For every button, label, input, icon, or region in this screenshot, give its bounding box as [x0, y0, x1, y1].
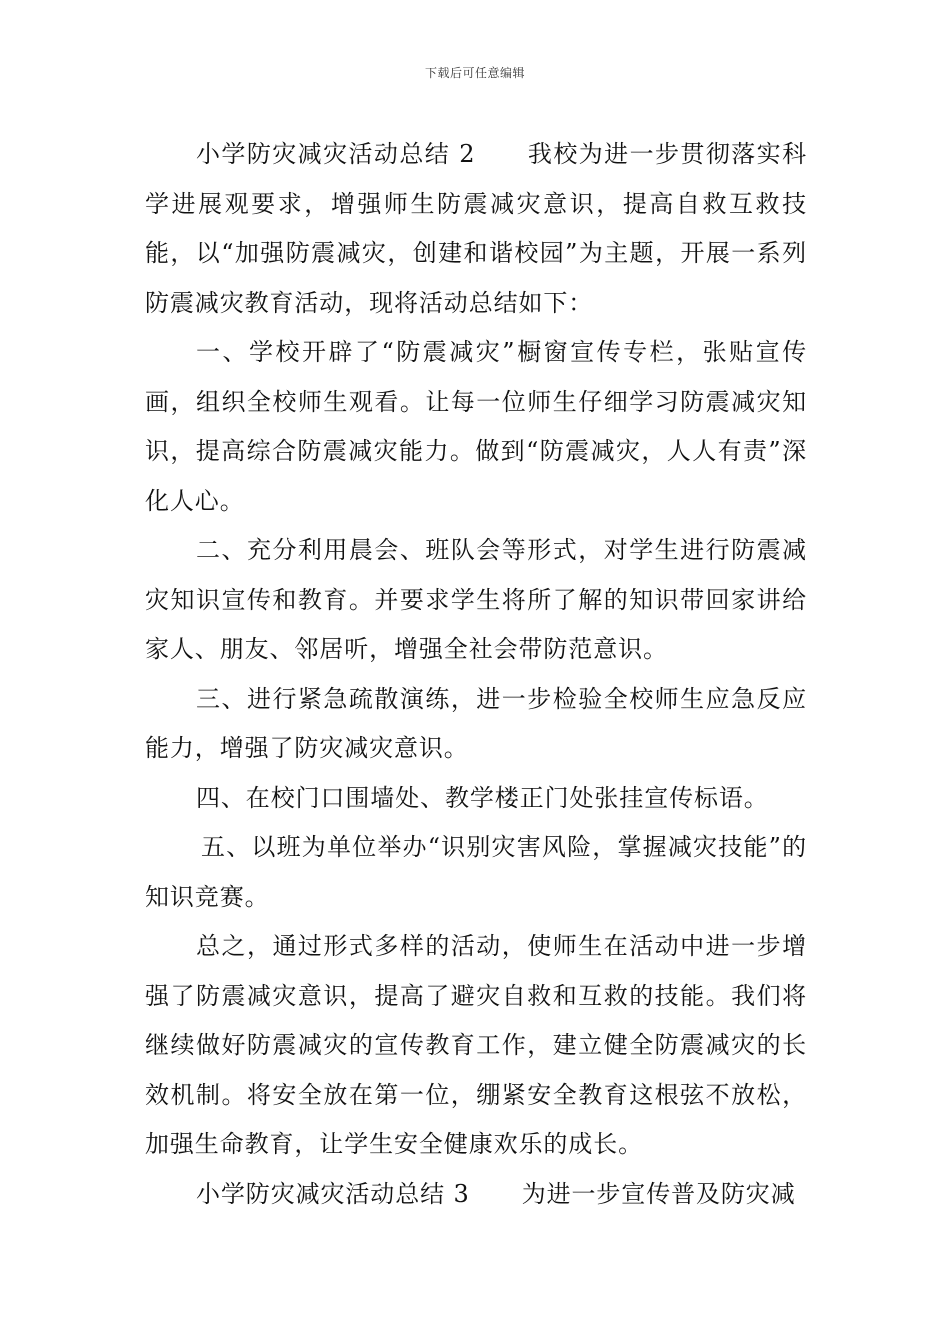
section2-item-5: 五、以班为单位举办“识别灾害风险，掌握减灾技能”的知识竞赛。: [145, 833, 807, 911]
section3-title: 小学防灾减灾活动总结 3: [196, 1179, 470, 1208]
section2-item-1: 一、学校开辟了“防震减灾”橱窗宣传专栏，张贴宣传画，组织全校师生观看。让每一位师生仔细学习防震减灾知识，提高综合防震减灾能力。做到“防震减灾，人人有责”深化人心。: [145, 338, 807, 515]
section2-conclusion: 总之，通过形式多样的活动，使师生在活动中进一步增强了防震减灾意识，提高了避灾自救和互救的技能。我们将继续做好防震减灾的宣传教育工作，建立健全防震减灾的长效机制。将安全放在第一位，绷紧安全教育这根弦不放松，加强生命教育，让学生安全健康欢乐的成长。: [145, 932, 807, 1158]
section2-title: 小学防灾减灾活动总结 2: [196, 140, 476, 168]
section2-item-2: 二、充分利用晨会、班队会等形式，对学生进行防震减灾知识宣传和教育。并要求学生将所了解的知识带回家讲给家人、朋友、邻居听，增强全社会带防范意识。: [145, 536, 807, 663]
section2-intro-paragraph: [145, 130, 807, 328]
section2-item-3: 三、进行紧急疏散演练，进一步检验全校师生应急反应能力，增强了防灾减灾意识。: [145, 684, 807, 762]
page-header: 下载后可任意编辑: [424, 66, 525, 80]
section3-intro-paragraph: [145, 1170, 807, 1220]
section2-item-4: 四、在校门口围墙处、教学楼正门处张挂宣传标语。: [196, 783, 769, 812]
section2-intro-text: 我校为进一步贯彻落实科学进展观要求，增强师生防震减灾意识，提高自救互救技能，以“加强防震减灾，创建和谐校园”为主题，开展一系列防震减灾教育活动，现将活动总结如下：: [145, 140, 808, 317]
section3-intro-text: 为进一步宣传普及防灾减: [521, 1179, 796, 1208]
document-body: [145, 130, 807, 1219]
